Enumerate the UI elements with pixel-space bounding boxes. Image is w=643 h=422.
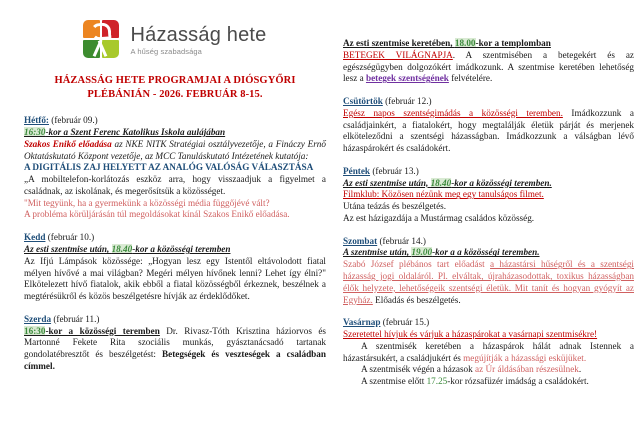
- sunday-date: (február 15.): [382, 317, 430, 328]
- thursday-body-line: [343, 108, 634, 155]
- sunday-line2-c: .: [578, 364, 582, 375]
- thursday-date: (február 12.): [385, 96, 432, 107]
- monday-day-line: [24, 115, 326, 127]
- hazassag-hete-logo-icon: [83, 20, 121, 60]
- friday-date: (február 13.): [372, 165, 419, 176]
- monday-speaker-line: [24, 139, 326, 163]
- tuesday-day-line: [24, 232, 326, 244]
- sunday-line3-b: -kor rózsafüzér imádság a családokért.: [447, 376, 589, 387]
- wednesday-body-line: [24, 326, 326, 373]
- sunday-line1: [343, 341, 634, 365]
- friday-day-line: [343, 166, 634, 178]
- tuesday-dayname: Kedd: [24, 232, 46, 243]
- page-title-line2: PLÉBÁNIÁN - 2026. FEBRUÁR 8-15.: [87, 89, 263, 101]
- sunday-dayname: Vasárnap: [343, 317, 381, 328]
- friday-line3: Az est házigazdája a Mustármag családos közösség.: [343, 212, 535, 223]
- sunday-opening-time-line: [343, 38, 634, 50]
- monday-time: 16:30: [24, 127, 46, 138]
- wednesday-date: (február 11.): [53, 313, 100, 324]
- sunday-line2-b: az Úr áldásában részesülnek: [475, 364, 579, 375]
- day-block-tuesday: [24, 232, 326, 303]
- saturday-date: (február 14.): [379, 235, 426, 246]
- left-column: [24, 8, 326, 373]
- right-column: [343, 38, 634, 388]
- saturday-body-1: Szabó József plébános tart előadást: [343, 259, 491, 270]
- logo-text: [130, 25, 266, 56]
- monday-closing: A probléma körüljárásán túl megoldásokat kínál Szakos Enikő előadása.: [24, 209, 290, 220]
- page-title: [24, 74, 326, 102]
- wednesday-body-2: címmel.: [24, 360, 55, 371]
- thursday-dayname: Csütörtök: [343, 96, 383, 107]
- saturday-body-link[interactable]: a házastársi hűségről és a szentségi házasság jogi oldaláról. Pl. elváltak, újraházasodottak, toxikus házasságban élők helyzete, lehetőségeik szentségi életük. Mit tanít és hogyan gyógyít az Egyház.: [343, 259, 634, 305]
- wednesday-day-line: [24, 314, 326, 326]
- saturday-body-2: Előadás és beszélgetés.: [372, 294, 461, 305]
- friday-headline: Filmklub: Közösen nézünk meg egy tanulságos filmet.: [343, 189, 544, 200]
- monday-speaker-rest: az NKE NITK Stratégiai osztályvezetője, a Fináczy Ernő Oktatáskutató Központ vezetője, az MCC Tanuláskutató Intézetének kutatója:: [24, 138, 326, 161]
- saturday-time-pre: A szentmise után,: [343, 247, 412, 258]
- wednesday-time-rest: -kor a közösségi teremben: [45, 325, 160, 336]
- sunday-line3-time: 17.25: [426, 376, 448, 387]
- logo-block: [24, 8, 326, 60]
- sunday-headline: Szeretettel hívjuk és várjuk a házaspárokat a vasárnapi szentmisékre!: [343, 329, 598, 340]
- betegek-szentsege-link[interactable]: betegek szentségének: [365, 73, 449, 84]
- logo-title: Házasság hete: [130, 23, 267, 46]
- saturday-body-line: [343, 259, 634, 306]
- day-block-sunday: [343, 317, 634, 388]
- wednesday-time: 16:30: [24, 325, 46, 336]
- thursday-body: Imádkozzunk a családjainkért, a fiatalokért, hogy megtalálják életük párját és merjenek elköteleződni a szentségi házasságban. Imádkozzunk a válságban lévő házaspárokért és családokért.: [343, 107, 634, 154]
- day-block-sunday-opening: [343, 38, 634, 85]
- sunday-line3-a: A szentmise előtt: [361, 376, 427, 387]
- friday-time-pre: Az esti szentmise után,: [343, 177, 431, 188]
- friday-line2: Utána teázás és beszélgetés.: [343, 201, 447, 212]
- monday-time-rest: -kor a Szent Ferenc Katolikus Iskola aulájában: [45, 127, 226, 138]
- day-block-monday: [24, 115, 326, 221]
- sunday-line2: [343, 364, 634, 376]
- monday-speaker: Szakos Enikő előadása: [24, 138, 112, 149]
- day-block-saturday: [343, 236, 634, 307]
- saturday-time-rest: -kor a a közösségi teremben.: [432, 247, 540, 258]
- sunday-opening-time: 18.00: [454, 38, 476, 48]
- monday-quote: "Mit tegyünk, ha a gyermekünk a közösségi média függőjévé vált?: [24, 197, 270, 208]
- friday-dayname: Péntek: [343, 165, 371, 176]
- day-block-thursday: [343, 96, 634, 155]
- monday-body: „A mobiltelefon-korlátozás eszköz arra, hogy visszaadjuk a figyelmet a családnak, az iskolának, és megerősítsük a közösséget.: [24, 174, 326, 196]
- day-block-friday: [343, 166, 634, 225]
- sunday-line1-b: megújítják a házassági esküjüket.: [463, 352, 587, 363]
- thursday-day-line: [343, 96, 634, 108]
- sunday-opening-body-1: . A szentmisében a betegekért és az egészségügyben dolgozókért imádkozunk. A szentmise keretében lehetőség lesz a: [343, 49, 634, 84]
- logo-heart-swirl-icon: [91, 22, 112, 40]
- tuesday-time-pre: Az esti szentmise után,: [24, 244, 112, 254]
- friday-time: 18.40: [430, 177, 452, 188]
- wednesday-body-1: Dr. Rivasz-Tóth Krisztina háziorvos és Martonné Fekete Rita szociális munkás, gyásztanácsadó tartanak gondolatébresztőt és beszélgetést:: [24, 325, 326, 360]
- sunday-opening-body-2: felvételére.: [448, 73, 493, 84]
- sunday-line2-a: A szentmisék végén a házasok: [361, 364, 476, 375]
- saturday-time: 19.00: [411, 247, 433, 258]
- sunday-opening-body: [343, 50, 634, 85]
- saturday-dayname: Szombat: [343, 235, 378, 246]
- tuesday-time-rest: -kor a közösségi teremben: [132, 244, 231, 254]
- thursday-headline: Egész napos szentségimádás a közösségi teremben.: [343, 107, 563, 118]
- saturday-time-line: [343, 247, 634, 259]
- monday-time-line: [24, 127, 326, 139]
- logo-leaf-icon: [90, 40, 106, 57]
- friday-time-line: [343, 178, 634, 190]
- sunday-line1-a: A szentmisék keretében a házaspárok hálát adnak Istennek a házastársukért, a családjukért és: [343, 340, 634, 363]
- wednesday-body-bold: Betegségek és veszteségek a családban: [162, 349, 326, 360]
- tuesday-date: (február 10.): [47, 232, 95, 243]
- wednesday-dayname: Szerda: [24, 313, 52, 324]
- sunday-opening-time-pre: Az esti szentmise keretében,: [343, 38, 455, 48]
- logo-subtitle: A hűség szabadsága: [130, 46, 202, 56]
- sunday-opening-highlight: BETEGEK VILÁGNAPJA: [343, 49, 453, 60]
- day-block-wednesday: [24, 314, 326, 373]
- tuesday-body: Az Ifjú Lámpások közössége: „Hogyan lesz egy Istentől eltávolodott fiatal mélyen hívővé a mai világban? Megéri mélyen hívőnek lenni? Lehet így élni?" Elkötelezett hívő fiatalok, akik ebből a fiatal közösségből érkeznek, beszélnek a megtérésükről és közös beszélgetésre hívják az érdeklődőket.: [24, 255, 326, 302]
- monday-date: (február 09.): [51, 115, 98, 126]
- sunday-opening-time-rest: -kor a templomban: [475, 38, 551, 48]
- friday-time-rest: -kor a közösségi teremben.: [451, 177, 552, 188]
- monday-dayname: Hétfő:: [24, 115, 49, 126]
- wednesday-time-head: [24, 326, 160, 336]
- monday-topic: A DIGITÁLIS ZAJ HELYETT AZ ANALÓG VALÓSÁG VÁLASZTÁSA: [24, 162, 314, 173]
- sunday-day-line: [343, 317, 634, 329]
- sunday-line3: [343, 376, 634, 388]
- tuesday-time: 18.40: [111, 244, 133, 254]
- saturday-day-line: [343, 236, 634, 248]
- page-title-line1: HÁZASSÁG HETE PROGRAMJAI A DIÓSGYŐRI: [54, 75, 296, 86]
- tuesday-time-line: [24, 244, 326, 256]
